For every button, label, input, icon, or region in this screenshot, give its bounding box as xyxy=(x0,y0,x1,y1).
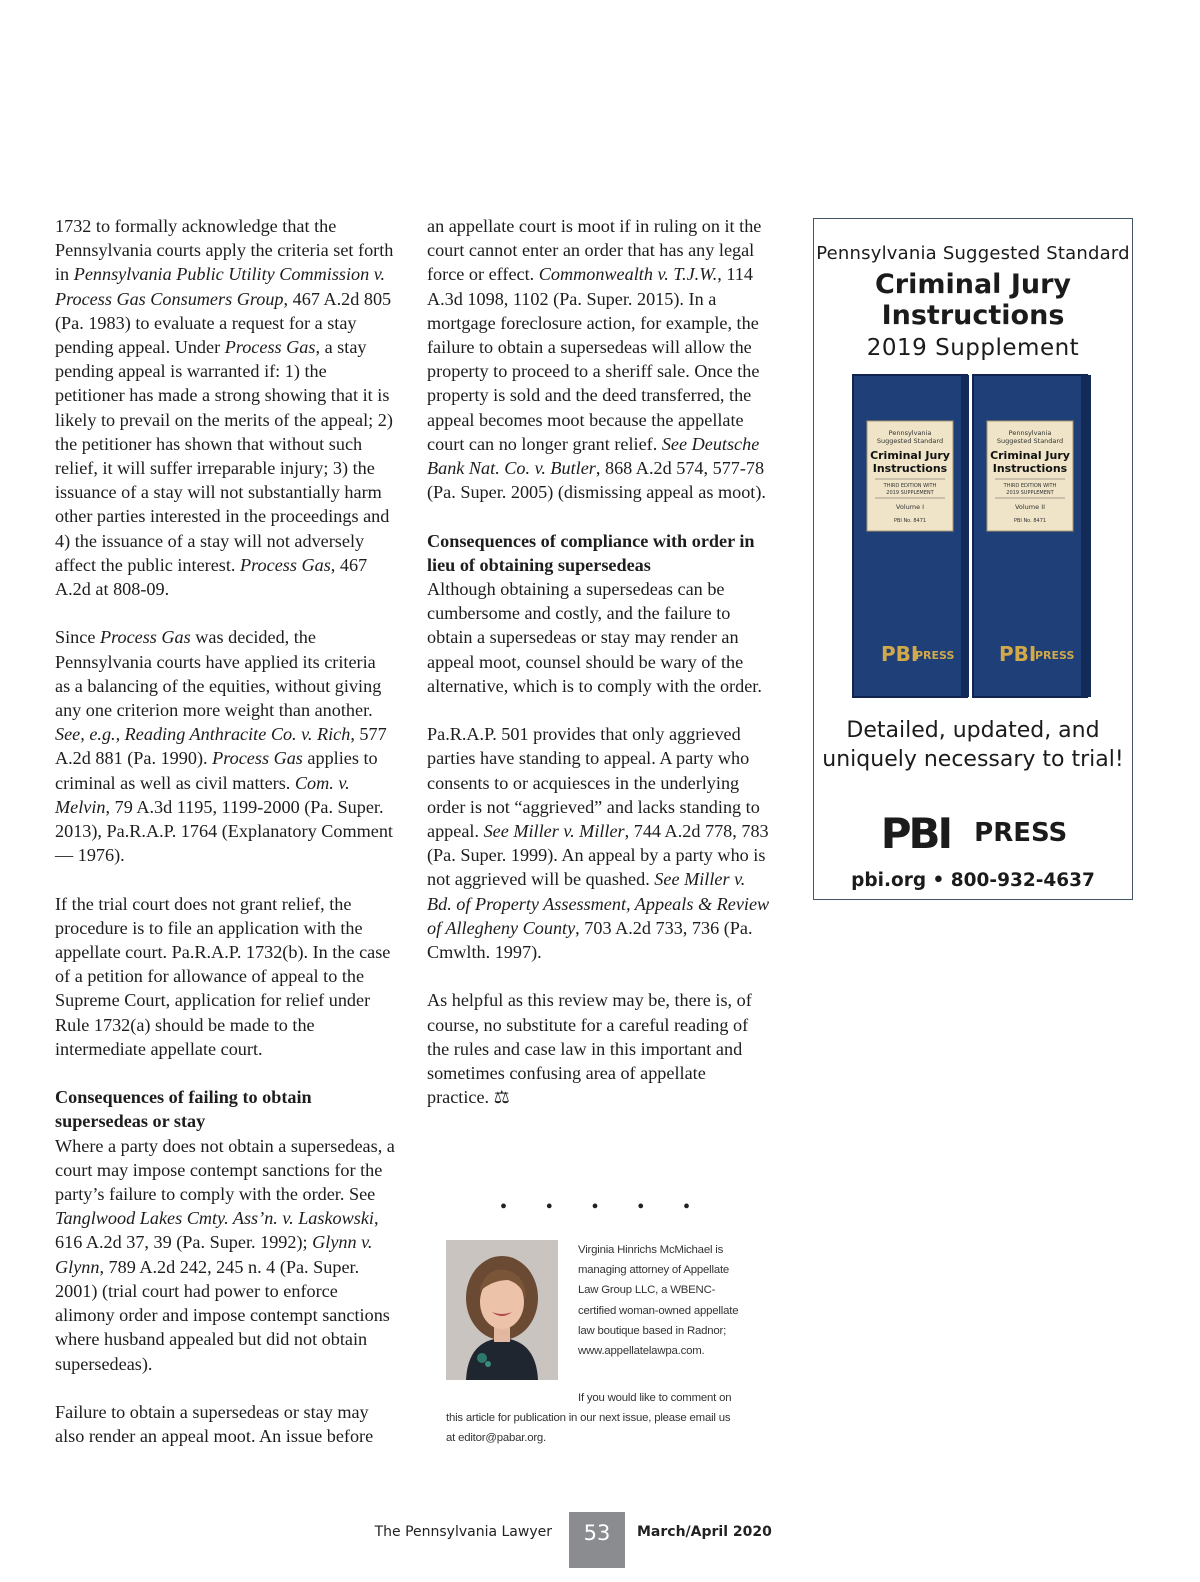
comment-note: If you would like to comment on this article for publication in our next issue, please email us at editor@pabar.org. xyxy=(446,1392,732,1445)
book-label: Pennsylvania xyxy=(1008,429,1052,437)
ad-subtitle: 2019 Supplement xyxy=(866,335,1080,361)
book-pbi-number: PBI No. 8471 xyxy=(1013,518,1047,524)
page-number: 53 xyxy=(569,1512,625,1568)
book-title: Instructions xyxy=(872,462,948,475)
page-footer xyxy=(0,1512,1200,1568)
paragraph: If the trial court does not grant relief, the procedure is to file an application with the appellate court. Pa.R.A.P. 1732(b). In the case of a petition for allowance of appeal to the Supreme Court, application for relief under Rule 1732(a) should be made to the intermediate appellate court. xyxy=(55,893,391,1059)
case-citation: See Deutsche Bank Nat. Co. v. Butler xyxy=(427,433,760,479)
book-edition: 2019 SUPPLEMENT xyxy=(886,490,934,496)
case-citation: See, e.g., Reading Anthracite Co. v. Rich xyxy=(55,724,351,745)
paragraph: Pa.R.A.P. 501 provides that only aggrieved parties have standing to appeal. A party who consents to or acquiesces in the underlying order is not “aggrieved” and lacks standing to appeal. See Miller v. Miller, 744 A.2d 778, 783 (Pa. Super. 1999). An appeal by a party who is not aggrieved will be quashed. See Miller v. Bd. of Property Assessment, Appeals & Review of Allegheny County, 703 A.2d 733, 736 (Pa. Cmwlth. 1997). xyxy=(427,724,770,963)
book-pbi-logo: PBI xyxy=(881,642,919,666)
paragraph: Although obtaining a supersedeas can be cumbersome and costly, and the failure to obtain a supersedeas or stay may render an appeal moot, counsel should be wary of the alternative, which is to comply with the order. xyxy=(427,579,762,696)
book-label: Pennsylvania xyxy=(888,429,932,437)
book-edition: THIRD EDITION WITH xyxy=(883,483,937,489)
case-citation: Glynn v. Glynn xyxy=(55,1232,373,1277)
ad-title: Criminal Jury Instructions xyxy=(874,269,1072,331)
book-volume-label: Volume II xyxy=(1014,503,1046,511)
section-heading: Consequences of compliance with order in lieu of obtaining supersedeas xyxy=(427,530,755,575)
book-pbi-number: PBI No. 8471 xyxy=(893,518,927,524)
dot: • xyxy=(637,1196,645,1218)
paragraph: As helpful as this review may be, there is, of course, no substitute for a careful reading of the rules and case law in this important and sometimes confusing area of appellate practice. ⚖ xyxy=(427,990,752,1108)
publication-name: The Pennsylvania Lawyer xyxy=(374,1524,552,1540)
article-column-2 xyxy=(427,214,772,1109)
book-press-label: PRESS xyxy=(915,649,955,662)
case-citation: Process Gas xyxy=(212,748,303,769)
dot: • xyxy=(591,1196,599,1218)
issue-date: March/April 2020 xyxy=(637,1524,772,1540)
book-pbi-logo: PBI xyxy=(999,642,1037,666)
article-column-1 xyxy=(55,214,395,1448)
book-press-label: PRESS xyxy=(1035,649,1075,662)
book-title: Criminal Jury xyxy=(990,449,1070,462)
book-label: Suggested Standard xyxy=(996,437,1064,445)
pbi-press-logo: PBI PRESS xyxy=(880,808,1068,858)
dot: • xyxy=(500,1196,508,1218)
case-citation: See Miller v. Bd. of Property Assessment, Appeals & Review of Allegheny County xyxy=(427,869,770,938)
case-citation: Process Gas xyxy=(240,554,331,575)
case-citation: Com. v. Melvin xyxy=(55,772,350,817)
paragraph: an appellate court is moot if in ruling on it the court cannot enter an order that has any legal force or effect. Commonwealth v. T.J.W., 114 A.3d 1098, 1102 (Pa. Super. 2015). In a mortgage foreclosure action, for example, the failure to obtain a supersedeas will allow the property to proceed to a sheriff sale. Once the property is sold and the deed transferred, the appeal becomes moot because the appellate court can no longer grant relief. See Deutsche Bank Nat. Co. v. Butler, 868 A.2d 574, 577-78 (Pa. Super. 2005) (dismissing appeal as moot). xyxy=(427,216,766,503)
pbi-advertisement[interactable] xyxy=(813,218,1133,900)
scales-icon: ⚖ xyxy=(493,1087,510,1108)
author-photo xyxy=(446,1240,558,1380)
paragraph: 1732 to formally acknowledge that the Pennsylvania courts apply the criteria set forth in Pennsylvania Public Utility Commission v. Process Gas Consumers Group, 467 A.2d 805 (Pa. 1983) to evaluate a request for a stay pending appeal. Under Process Gas, a stay pending appeal is warranted if: 1) the petitioner has made a strong showing that it is likely to prevail on the merits of the appeal; 2) the petitioner has shown that without such relief, it will suffer irreparable injury; 3) the issuance of a stay will not substantially harm other parties interested in the proceedings and 4) the issuance of a stay will not adversely affect the public interest. Process Gas, 467 A.2d at 808-09. xyxy=(55,216,394,600)
section-heading: Consequences of failing to obtain supersedeas or stay xyxy=(55,1087,312,1132)
dot: • xyxy=(682,1196,690,1218)
dot: • xyxy=(545,1196,553,1218)
paragraph: Since Process Gas was decided, the Pennsylvania courts have applied its criteria as a balancing of the equities, without giving any one criterion more weight than another. See, e.g., Reading Anthracite Co. v. Rich, 577 A.2d 881 (Pa. 1990). Process Gas applies to criminal as well as civil matters. Com. v. Melvin, 79 A.3d 1195, 1199-2000 (Pa. Super. 2013), Pa.R.A.P. 1764 (Explanatory Comment — 1976). xyxy=(55,627,393,866)
case-citation: Commonwealth v. T.J.W. xyxy=(538,264,718,285)
book-volume-label: Volume I xyxy=(895,503,925,511)
book-set-image xyxy=(849,371,1099,701)
author-bio: Virginia Hinrichs McMichael is managing attorney of Appellate Law Group LLC, a WBENC-certified woman-owned appellate law boutique based in Radnor; www.appellatelawpa.com. xyxy=(578,1244,739,1358)
case-citation: Process Gas xyxy=(99,627,191,648)
ad-kicker: Pennsylvania Suggested Standard xyxy=(816,243,1130,264)
book-edition: THIRD EDITION WITH xyxy=(1003,483,1057,489)
ad-tagline: Detailed, updated, and uniquely necessary to trial! xyxy=(822,718,1124,772)
book-edition: 2019 SUPPLEMENT xyxy=(1006,490,1054,496)
ad-contact-link[interactable]: pbi.org • 800-932-4637 xyxy=(851,870,1095,891)
paragraph: Where a party does not obtain a supersedeas, a court may impose contempt sanctions for the party’s failure to comply with the order. See Tanglwood Lakes Cmty. Ass’n. v. Laskowski, 616 A.2d 37, 39 (Pa. Super. 1992); Glynn v. Glynn, 789 A.2d 242, 245 n. 4 (Pa. Super. 2001) (trial court had power to enforce alimony order and impose contempt sanctions where husband appealed but did not obtain supersedeas). xyxy=(55,1135,395,1374)
case-citation: See Miller v. Miller xyxy=(483,821,625,842)
book-volume-1 xyxy=(853,375,969,697)
book-title: Instructions xyxy=(992,462,1068,475)
book-title: Criminal Jury xyxy=(870,449,950,462)
book-label: Suggested Standard xyxy=(876,437,944,445)
case-citation: Process Gas xyxy=(224,337,316,358)
paragraph: Failure to obtain a supersedeas or stay may also render an appeal moot. An issue before xyxy=(55,1401,374,1447)
case-citation: Pennsylvania Public Utility Commission v. Process Gas Consumers Group xyxy=(55,264,386,309)
book-volume-2 xyxy=(973,375,1091,697)
section-separator xyxy=(500,1196,690,1219)
case-citation: Tanglwood Lakes Cmty. Ass’n. v. Laskowski xyxy=(55,1208,374,1229)
